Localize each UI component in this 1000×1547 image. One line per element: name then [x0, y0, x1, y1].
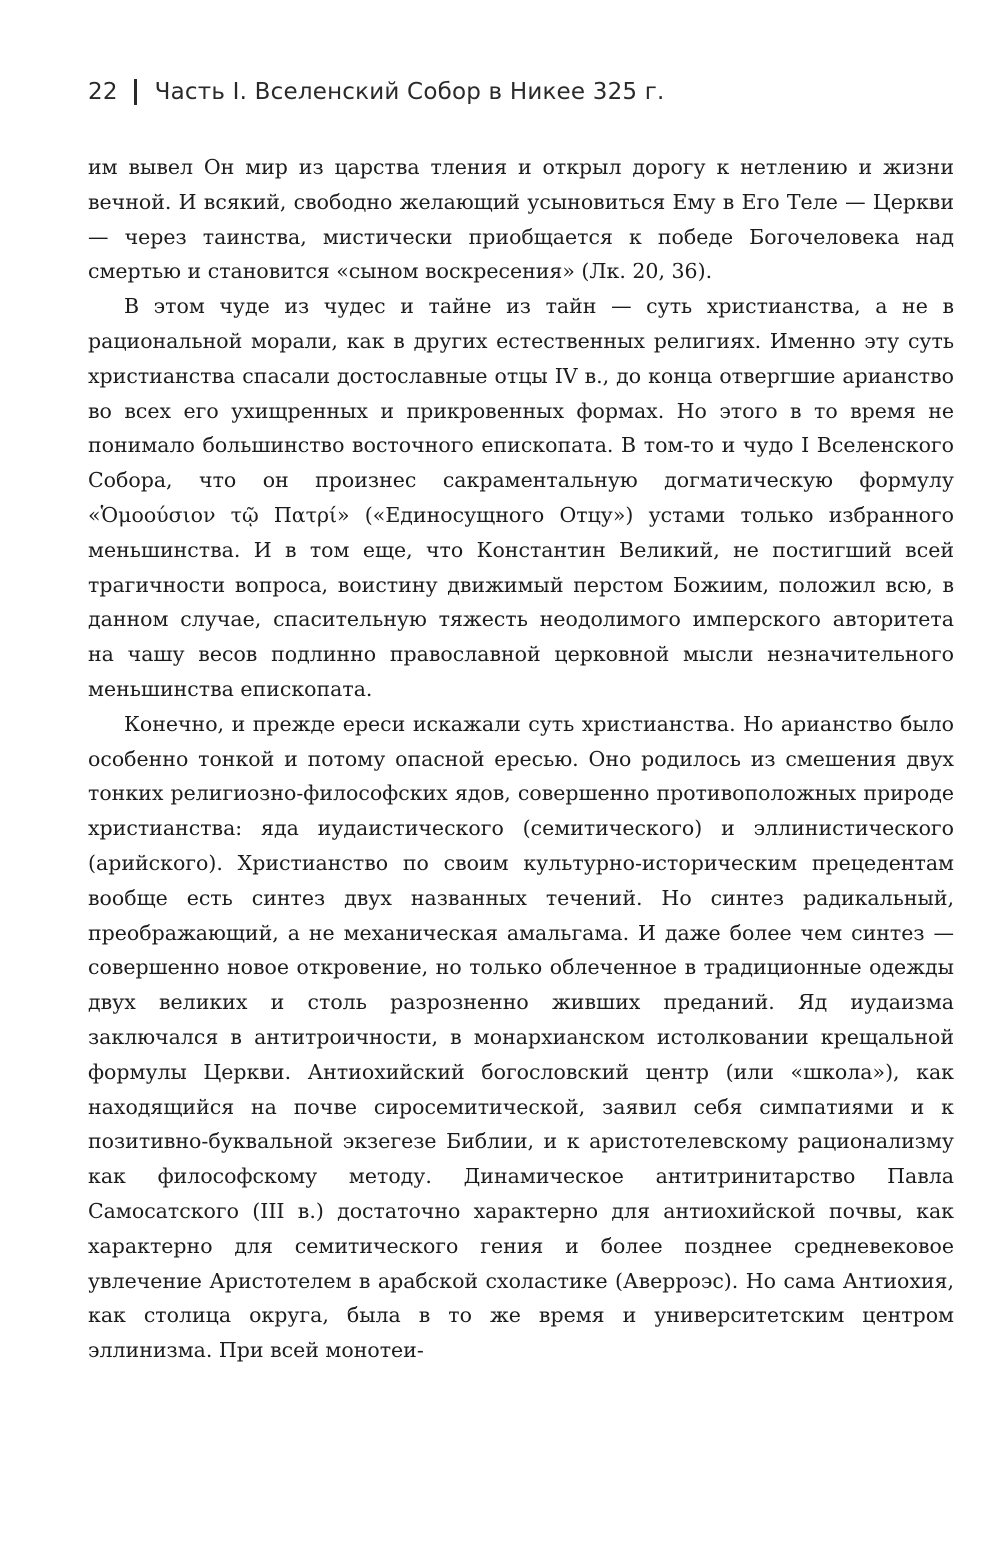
paragraph-continuation: им вывел Он мир из царства тления и открыл дорогу к нетлению и жизни вечной. И всякий, свободно желающий усыновиться Ему в Его Теле — Церкви — через таинства, мистически приобщается к победе Богочеловека над смертью и становится «сыном воскресения» (Лк. 20, 36). — [88, 155, 954, 284]
header-separator — [134, 79, 137, 105]
page-number: 22 — [88, 79, 118, 105]
chapter-title: Часть I. Вселенский Собор в Никее 325 г. — [154, 79, 665, 105]
paragraph: Конечно, и прежде ереси искажали суть христианства. Но арианство было особенно тонкой и потому опасной ересью. Оно родилось из смешения двух тонких религиозно-философских ядов, совершенно противоположных природе христианства: яда иудаистического (семитического) и эллинистического (арийского). Христианство по своим культурно-историческим прецедентам вообще есть синтез двух названных течений. Но синтез радикальный, преображающий, а не механическая амальгама. И даже более чем синтез — совершенно новое откровение, но только облеченное в традиционные одежды двух великих и столь разрозненно живших преданий. Яд иудаизма заключался в антитроичности, в монархианском истолковании крещальной формулы Церкви. Антиохийский богословский центр (или «школа»), как находящийся на почве сиросемитической, заявил себя симпатиями и к позитивно-буквальной экзегезе Библии, и к аристотелевскому рационализму как философскому методу. Динамическое антитринитарство Павла Самосатского (III в.) достаточно характерно для антиохийской почвы, как характерно для семитического гения и более позднее средневековое увлечение Аристотелем в арабской схоластике (Аверроэс). Но сама Антиохия, как столица округа, была в то же время и университетским центром эллинизма. При всей монотеи- — [88, 711, 954, 1363]
body-text — [88, 150, 954, 1368]
running-header — [88, 74, 665, 110]
paragraph: В этом чуде из чудес и тайне из тайн — суть христианства, а не в рациональной морали, как в других естественных религиях. Именно эту суть христианства спасали достославные отцы IV в., до конца отвергшие арианство во всех его ухищренных и прикровенных формах. Но этого в то время не понимало большинство восточного епископата. В том-то и чудо I Вселенского Собора, что он произнес сакраментальную догматическую формулу «Ὁμοούσιον τῷ Πατρί» («Единосущного Отцу») устами только избранного меньшинства. И в том еще, что Константин Великий, не постигший всей трагичности вопроса, воистину движимый перстом Божиим, положил всю, в данном случае, спасительную тяжесть неодолимого имперского авторитета на чашу весов подлинно православной церковной мысли незначительного меньшинства епископата. — [88, 294, 954, 701]
